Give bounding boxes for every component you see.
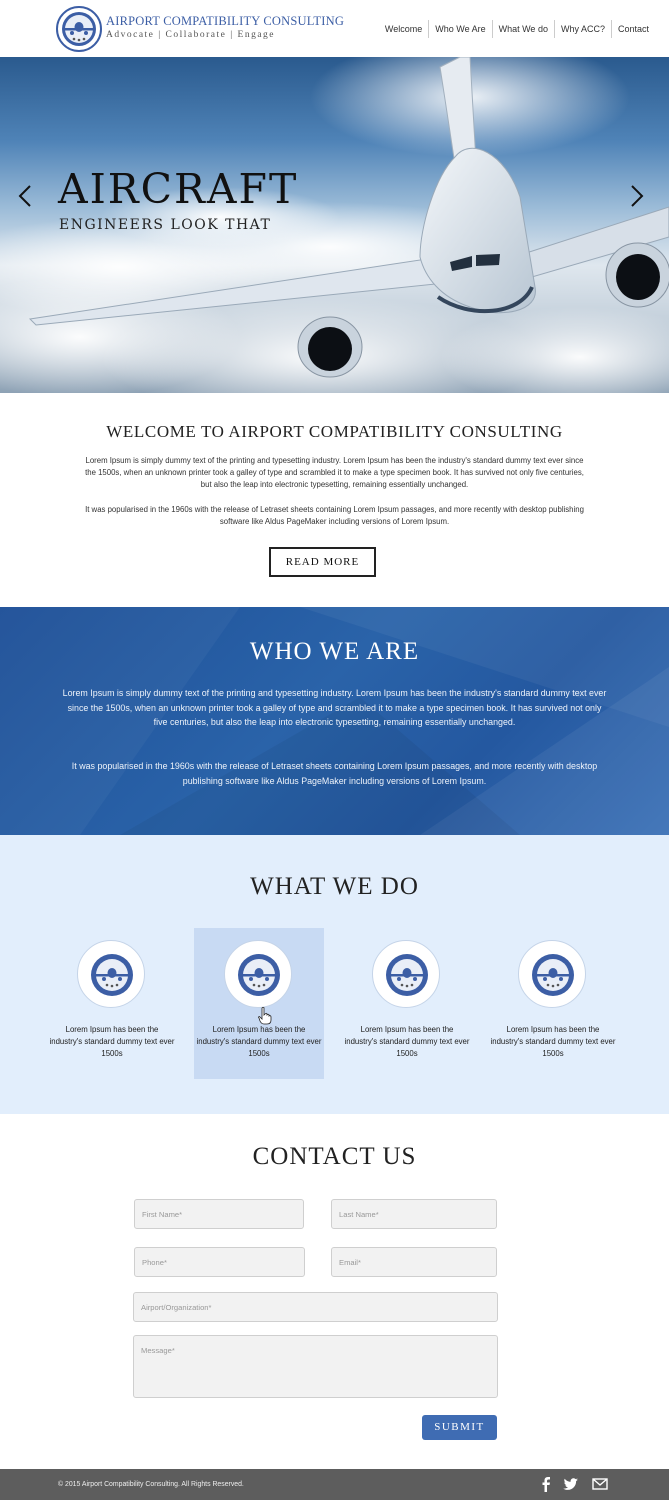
- airplane-gauge-icon: [89, 952, 135, 998]
- logo-icon[interactable]: [56, 6, 102, 52]
- what-we-do-section: [0, 835, 669, 1114]
- first-name-field[interactable]: First Name*: [134, 1199, 304, 1229]
- site-footer: [0, 1469, 669, 1500]
- service-card-4[interactable]: [488, 928, 618, 1079]
- nav-item-welcome[interactable]: Welcome: [384, 24, 423, 34]
- message-field[interactable]: Message*: [133, 1335, 498, 1398]
- email-field[interactable]: Email*: [331, 1247, 497, 1277]
- contact-section: [0, 1114, 669, 1469]
- service-icon-circle: [77, 940, 145, 1008]
- airplane-gauge-icon: [236, 952, 282, 998]
- service-description: Lorem Ipsum has been the industry's standard dummy text ever 1500s: [344, 1025, 470, 1058]
- twitter-icon[interactable]: [563, 1476, 579, 1492]
- service-description: Lorem Ipsum has been the industry's standard dummy text ever 1500s: [490, 1025, 616, 1058]
- chevron-left-icon[interactable]: [15, 184, 35, 208]
- welcome-paragraph-2: It was popularised in the 1960s with the release of Letraset sheets containing Lorem Ipsum passages, and more recently with desktop publishing software like Aldus PageMaker including versions of Lorem Ipsum.: [85, 505, 584, 526]
- facebook-icon[interactable]: [538, 1476, 554, 1492]
- who-title: WHO WE ARE: [249, 638, 420, 665]
- nav-item-who-we-are[interactable]: Who We Are: [428, 20, 491, 38]
- last-name-field[interactable]: Last Name*: [331, 1199, 497, 1229]
- service-icon-circle: [224, 940, 292, 1008]
- service-card-1[interactable]: [47, 928, 177, 1079]
- service-card-3[interactable]: [342, 928, 472, 1079]
- contact-title: CONTACT US: [252, 1143, 417, 1170]
- hero-title: AIRCRAFT: [58, 165, 299, 213]
- welcome-section: [0, 393, 669, 607]
- welcome-title: WELCOME TO AIRPORT COMPATIBILITY CONSULTING: [106, 422, 563, 441]
- copyright-text: © 2015 Airport Compatibility Consulting. All Rights Reserved.: [58, 1481, 244, 1488]
- who-paragraph-2: It was popularised in the 1960s with the release of Letraset sheets containing Lorem Ipsum passages, and more recently with desktop publishing software like Aldus PageMaker including versions of Lorem Ipsum.: [71, 761, 598, 786]
- airplane-gauge-icon: [384, 952, 430, 998]
- hero-slider: [0, 57, 669, 393]
- nav-item-what-we-do[interactable]: What We do: [492, 20, 554, 38]
- mail-icon[interactable]: [592, 1476, 608, 1492]
- submit-button[interactable]: SUBMIT: [422, 1415, 497, 1440]
- chevron-right-icon[interactable]: [627, 184, 647, 208]
- nav-item-why-acc[interactable]: Why ACC?: [554, 20, 611, 38]
- brand-name[interactable]: AIRPORT COMPATIBILITY CONSULTING: [106, 14, 345, 28]
- site-header: [0, 0, 669, 57]
- nav-item-contact[interactable]: Contact: [611, 20, 655, 38]
- organization-field[interactable]: Airport/Organization*: [133, 1292, 498, 1322]
- phone-field[interactable]: Phone*: [134, 1247, 305, 1277]
- who-we-are-section: [0, 607, 669, 835]
- brand-tagline: Advocate | Collaborate | Engage: [106, 30, 276, 40]
- what-title: WHAT WE DO: [250, 873, 419, 900]
- welcome-paragraph-1: Lorem Ipsum is simply dummy text of the printing and typesetting industry. Lorem Ipsum has been the industry's standard dummy text ever since the 1500s, when an unknown printer took a galley of type and scrambled it to make a type specimen book. It has survived not only five centuries, but also the leap into electronic typesetting, remaining essentially unchanged.: [85, 456, 584, 489]
- airplane-gauge-icon: [530, 952, 576, 998]
- service-icon-circle: [372, 940, 440, 1008]
- service-description: Lorem Ipsum has been the industry's standard dummy text ever 1500s: [49, 1025, 175, 1058]
- who-paragraph-1: Lorem Ipsum is simply dummy text of the printing and typesetting industry. Lorem Ipsum has been the industry's standard dummy text ever since the 1500s, when an unknown printer took a galley of type and scrambled it to make a type specimen book. It has survived not only five centuries, but also the leap into electronic typesetting, remaining essentially unchanged.: [62, 688, 607, 728]
- hero-subtitle: ENGINEERS LOOK THAT: [59, 217, 272, 233]
- service-card-2[interactable]: [194, 928, 324, 1079]
- hand-cursor-icon: [258, 1007, 272, 1025]
- main-nav: [379, 20, 655, 38]
- service-icon-circle: [518, 940, 586, 1008]
- service-description: Lorem Ipsum has been the industry's standard dummy text ever 1500s: [196, 1025, 322, 1058]
- read-more-button[interactable]: READ MORE: [269, 547, 376, 577]
